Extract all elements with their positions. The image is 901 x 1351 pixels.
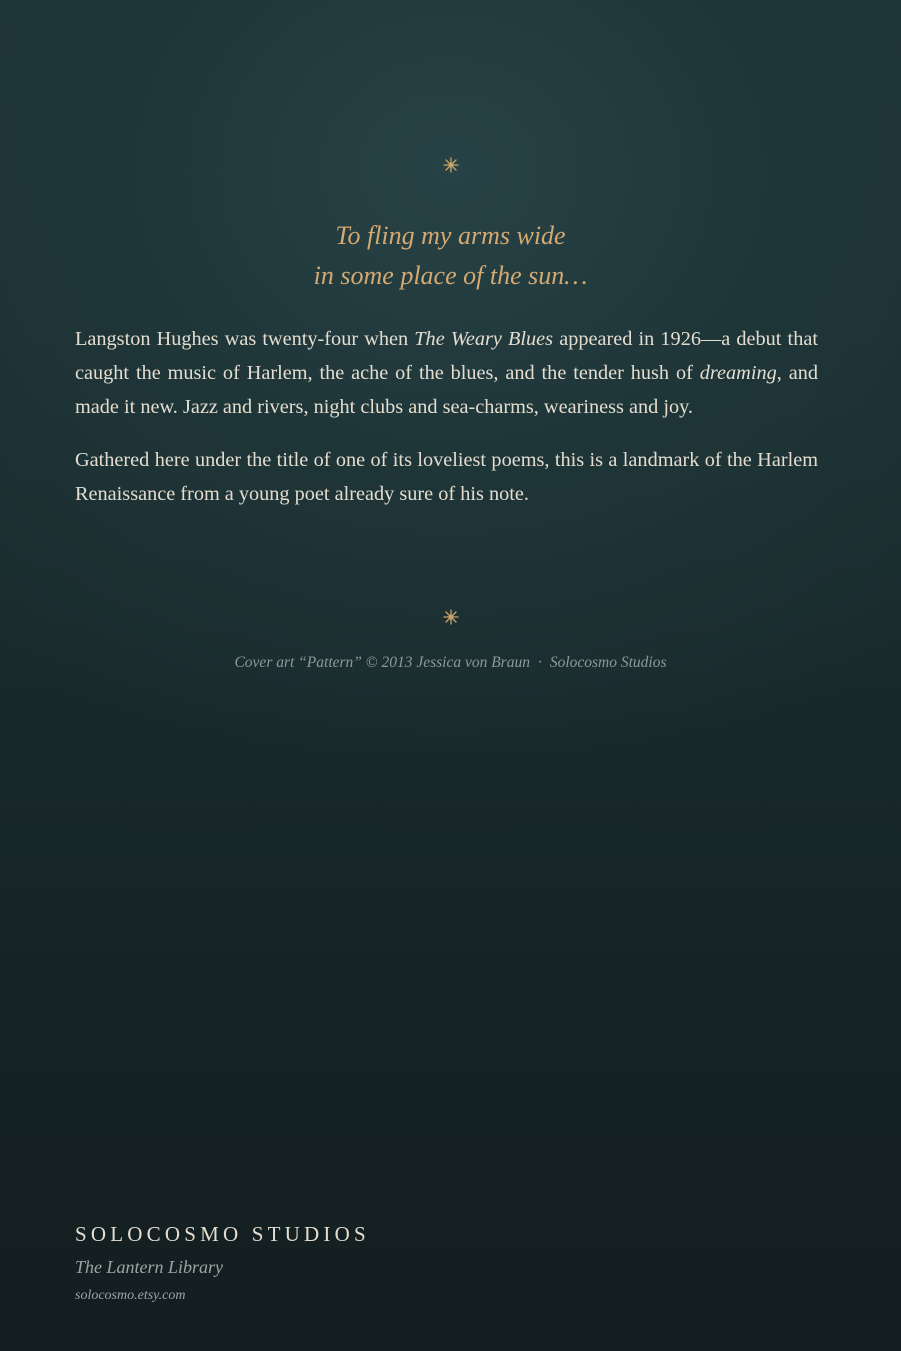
description-paragraph-1: Langston Hughes was twenty-four when The Weary Blues appeared in 1926—a debut that caught the music of Harlem, the ache of the blues, and the tender hush of dreaming, and made it new. Jazz and rivers, night clubs and sea-charms, weariness and joy. (75, 328, 818, 418)
art-credit: Cover art “Pattern” © 2013 Jessica von Braun (234, 654, 530, 671)
description-paragraph-2: Gathered here under the title of one of its loveliest poems, this is a landmark of the Harlem Renaissance from a young poet already sure of his note. (75, 449, 818, 505)
credit-studio: Solocosmo Studios (549, 654, 667, 671)
star-ornament-icon (443, 609, 459, 625)
epigraph-line-1: To fling my arms wide (335, 221, 566, 250)
ornament-top (0, 154, 901, 174)
studio-url: solocosmo.etsy.com (75, 1288, 186, 1303)
credit-separator: · (537, 654, 542, 671)
book-title: The Weary Blues (414, 328, 554, 350)
ornament-bottom (0, 606, 901, 626)
star-ornament-icon (443, 157, 459, 173)
emphasis-dreaming: dreaming (699, 362, 777, 384)
series-name: The Lantern Library (75, 1257, 224, 1277)
epigraph-line-2: in some place of the sun… (313, 261, 588, 290)
footer (75, 1220, 370, 1306)
studio-name: SOLOCOSMO STUDIOS (75, 1222, 370, 1246)
cover-art-credit (0, 654, 901, 672)
epigraph (0, 216, 901, 296)
